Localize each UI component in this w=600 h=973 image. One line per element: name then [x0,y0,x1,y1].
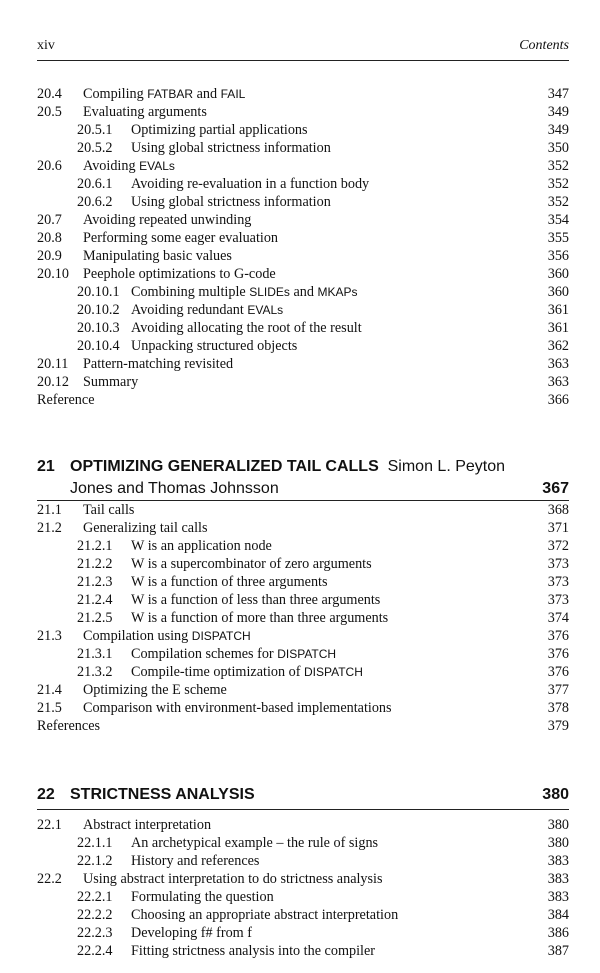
section-number: 20.10.4 [77,338,120,354]
section-page: 360 [547,266,569,282]
section-title: Using abstract interpretation to do strictness analysis [83,871,383,887]
section-title: Abstract interpretation [83,817,212,833]
toc-entry [37,888,569,906]
section-number: 21.2.1 [77,538,113,554]
toc-entry [37,609,569,627]
section-page: 387 [547,943,569,959]
toc-entry [37,85,569,103]
section-page: 362 [547,338,569,354]
section-number: 22.2.2 [77,907,113,923]
section-title: Avoiding repeated unwinding [83,212,252,228]
section-title: W is a supercombinator of zero arguments [131,556,372,572]
toc-entry [37,717,569,735]
section-number: 21.2.2 [77,556,113,572]
section-page: 355 [547,230,569,246]
section-title: W is a function of less than three arguments [131,592,381,608]
section-number: 20.11 [37,356,69,372]
section-number: 20.6.1 [77,176,113,192]
section-number: 20.5 [37,104,62,120]
section-title: Compile-time optimization of DISPATCH [131,664,363,680]
section-page: 347 [547,86,569,102]
section-number: 20.10.2 [77,302,120,318]
section-page: 366 [547,392,569,408]
section-title: Developing f# from f [131,925,252,941]
page-number: xiv [37,38,55,53]
section-title: Compiling FATBAR and FAIL [83,86,246,102]
section-page: 373 [547,592,569,608]
section-number: 21.2 [37,520,62,536]
toc-entry [37,157,569,175]
section-number: 20.12 [37,374,69,390]
toc-entry [37,591,569,609]
toc-entry [37,834,569,852]
section-page: 349 [547,122,569,138]
toc-entry [37,373,569,391]
section-number: 20.5.1 [77,122,113,138]
section-title: Avoiding EVALs [83,158,175,174]
section-number: 21.3 [37,628,62,644]
section-number: 21.2.4 [77,592,113,608]
section-page: 356 [547,248,569,264]
section-number: 20.9 [37,248,62,264]
section-page: 372 [547,538,569,554]
page-header [37,38,569,56]
section-title: References [37,718,101,734]
section-number: 20.6.2 [77,194,113,210]
section-title: Summary [83,374,139,390]
section-page: 380 [547,817,569,833]
toc-entry [37,573,569,591]
chapter-22-heading [37,784,569,806]
section-page: 384 [547,907,569,923]
section-title: Avoiding redundant EVALs [131,302,284,318]
section-title: Compilation using DISPATCH [83,628,251,644]
section-title: Peephole optimizations to G-code [83,266,276,282]
section-number: 20.10.1 [77,284,120,300]
section-number: 21.2.3 [77,574,113,590]
section-page: 378 [547,700,569,716]
section-number: 21.1 [37,502,62,518]
section-page: 379 [547,718,569,734]
toc-entry [37,319,569,337]
section-title: Compilation schemes for DISPATCH [131,646,337,662]
section-number: 21.3.1 [77,646,113,662]
section-number: 22.1.2 [77,853,113,869]
toc-entry [37,301,569,319]
chapter-number: 21 [37,458,55,475]
running-head: Contents [519,38,569,53]
section-number: 21.4 [37,682,62,698]
section-title: Unpacking structured objects [131,338,298,354]
section-number: 21.5 [37,700,62,716]
chapter-22-rule [37,809,569,810]
section-page: 376 [547,628,569,644]
toc-entry [37,681,569,699]
toc-entry [37,337,569,355]
chapter-authors: Simon L. Peyton [387,458,506,475]
section-number: 20.4 [37,86,62,102]
section-title: An archetypical example – the rule of signs [131,835,379,851]
section-title: Manipulating basic values [83,248,232,264]
chapter-title: OPTIMIZING GENERALIZED TAIL CALLS [70,458,379,475]
section-number: 22.2 [37,871,62,887]
section-page: 349 [547,104,569,120]
header-rule [37,60,569,61]
section-number: 20.5.2 [77,140,113,156]
chapter-title: STRICTNESS ANALYSIS [70,786,255,803]
toc-entry [37,906,569,924]
toc-entry [37,391,569,409]
toc-entry [37,121,569,139]
section-page: 383 [547,889,569,905]
section-page: 360 [547,284,569,300]
section-title: Fitting strictness analysis into the compiler [131,943,375,959]
toc-entry [37,699,569,717]
section-title: W is an application node [131,538,272,554]
chapter-number: 22 [37,786,55,803]
section-number: 22.1 [37,817,62,833]
section-page: 373 [547,556,569,572]
toc-block-chapter-21 [37,501,569,735]
toc-block-chapter-20 [37,85,569,409]
section-page: 373 [547,574,569,590]
section-number: 21.3.2 [77,664,113,680]
toc-entry [37,663,569,681]
toc-entry [37,645,569,663]
toc-entry [37,229,569,247]
toc-entry [37,816,569,834]
toc-entry [37,265,569,283]
section-title: W is a function of more than three arguments [131,610,389,626]
section-page: 352 [547,158,569,174]
section-page: 374 [547,610,569,626]
section-title: Combining multiple SLIDEs and MKAPs [131,284,358,300]
section-page: 354 [547,212,569,228]
section-title: History and references [131,853,260,869]
section-number: 21.2.5 [77,610,113,626]
toc-entry [37,211,569,229]
section-page: 361 [547,320,569,336]
section-title: Reference [37,392,95,408]
toc-entry [37,942,569,960]
chapter-page: 367 [542,480,569,497]
section-title: Choosing an appropriate abstract interpretation [131,907,399,923]
section-number: 22.2.3 [77,925,113,941]
section-title: Comparison with environment-based implementations [83,700,392,716]
section-page: 368 [547,502,569,518]
section-number: 20.10 [37,266,69,282]
section-number: 20.10.3 [77,320,120,336]
section-title: Avoiding re-evaluation in a function body [131,176,370,192]
section-number: 20.8 [37,230,62,246]
section-page: 377 [547,682,569,698]
section-title: Performing some eager evaluation [83,230,279,246]
toc-entry [37,283,569,301]
section-page: 352 [547,176,569,192]
section-page: 352 [547,194,569,210]
toc-entry [37,519,569,537]
toc-entry [37,924,569,942]
toc-block-chapter-22 [37,816,569,960]
section-page: 380 [547,835,569,851]
toc-entry [37,870,569,888]
toc-entry [37,537,569,555]
section-title: Formulating the question [131,889,274,905]
section-title: Using global strictness information [131,140,331,156]
toc-entry [37,103,569,121]
section-page: 383 [547,853,569,869]
section-page: 386 [547,925,569,941]
chapter-page: 380 [542,786,569,803]
toc-entry [37,193,569,211]
section-page: 363 [547,374,569,390]
toc-entry [37,139,569,157]
chapter-21-heading [37,456,569,500]
section-page: 376 [547,664,569,680]
section-page: 383 [547,871,569,887]
section-title: Avoiding allocating the root of the result [131,320,362,336]
toc-entry [37,247,569,265]
toc-entry [37,355,569,373]
section-page: 363 [547,356,569,372]
section-title: W is a function of three arguments [131,574,328,590]
section-number: 22.2.4 [77,943,113,959]
toc-entry [37,852,569,870]
section-title: Optimizing partial applications [131,122,308,138]
section-page: 350 [547,140,569,156]
section-title: Generalizing tail calls [83,520,208,536]
toc-entry [37,175,569,193]
section-page: 376 [547,646,569,662]
section-title: Evaluating arguments [83,104,207,120]
toc-entry [37,555,569,573]
section-title: Pattern-matching revisited [83,356,234,372]
section-page: 371 [547,520,569,536]
section-number: 22.1.1 [77,835,113,851]
section-number: 20.7 [37,212,62,228]
section-number: 22.2.1 [77,889,113,905]
toc-entry [37,501,569,519]
section-number: 20.6 [37,158,62,174]
section-page: 361 [547,302,569,318]
section-title: Tail calls [83,502,135,518]
chapter-authors-continued: Jones and Thomas Johnsson [70,480,279,497]
toc-entry [37,627,569,645]
section-title: Using global strictness information [131,194,331,210]
section-title: Optimizing the E scheme [83,682,227,698]
